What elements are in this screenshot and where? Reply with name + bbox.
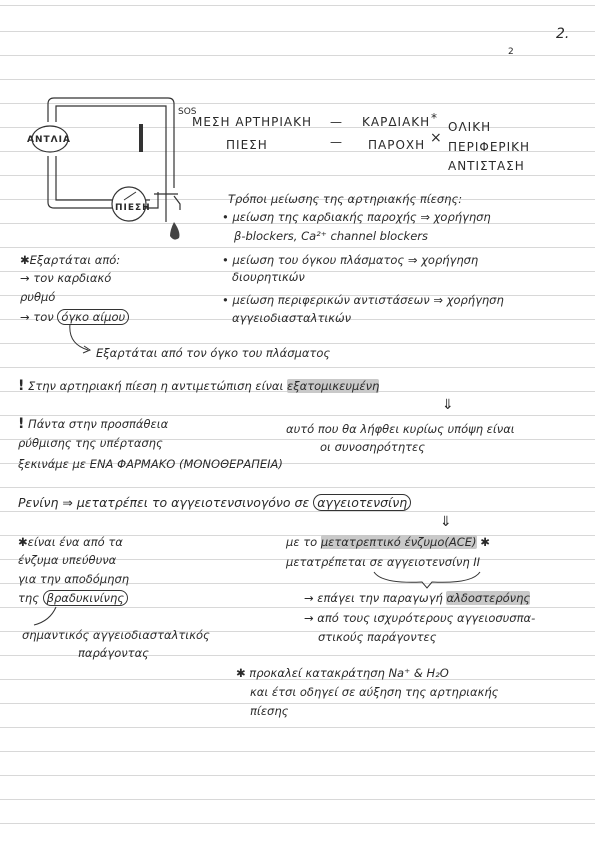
warning-2-line-1: Πάντα στην προσπάθεια: [28, 417, 169, 431]
drop-icon: [170, 222, 179, 240]
brace-icon: [372, 570, 482, 590]
formula-mid-line1: ΚΑΡΔΙΑΚΗ: [362, 115, 431, 129]
enzyme-note-line-3: για την αποδόμηση: [18, 572, 130, 586]
depends-heading: ✱Εξαρτάται από:: [20, 253, 121, 267]
warning-2-line-3: ξεκινάμε με ΕΝΑ ΦΑΡΜΑΚΟ (ΜΟΝΟΘΕΡΑΠΕΙΑ): [18, 457, 283, 471]
ace-highlight: μετατρεπτικό ένζυμο(ACE): [320, 535, 477, 549]
depends-item-1-cont: ρυθμό: [20, 290, 56, 304]
enzyme-note-line-4: [18, 592, 128, 605]
depends-item-1: → τον καρδιακό: [20, 271, 112, 285]
effect-vasoconstrictor-2: στικούς παράγοντες: [318, 630, 437, 644]
formula-times: ×: [430, 130, 443, 146]
comorbidity-line-1: αυτό που θα λήφθει κυρίως υπόψη είναι: [286, 422, 515, 436]
sos-mark: SOS: [178, 107, 197, 117]
retention-star: ✱: [236, 666, 246, 680]
warning-1-text: Στην αρτηριακή πίεση η αντιμετώπιση είναι: [28, 379, 284, 393]
bradykinin-circled: βραδυκινίνης: [43, 590, 128, 606]
methods-heading: Τρόποι μείωσης της αρτηριακής πίεσης:: [228, 192, 463, 206]
formula-equals-1: —: [330, 115, 343, 129]
pump-label: ΑΝΤΛΙΑ: [27, 135, 71, 145]
effect-1-prefix: → επάγει την παραγωγή: [304, 591, 443, 605]
methods-line-2: β-blockers, Ca²⁺ channel blockers: [234, 229, 428, 243]
warning-icon: !: [18, 378, 25, 394]
ace-line: [286, 536, 490, 549]
comorbidity-line-2: οι συνοσηρότητες: [320, 440, 425, 454]
ace-star: ✱: [480, 535, 490, 549]
warning-individualized: [18, 380, 379, 393]
methods-line-4: διουρητικών: [232, 270, 305, 284]
retention-text: προκαλεί κατακράτηση Na⁺ & H₂O: [249, 666, 449, 680]
formula-rhs-line3: ΑΝΤΙΣΤΑΣΗ: [448, 159, 525, 173]
renin-line: [18, 496, 411, 509]
circulation-diagram: [18, 92, 198, 242]
gauge-label: ΠΙΕΣΗ: [115, 203, 151, 213]
enzyme-note-line-2: ένζυμα υπεύθυνα: [18, 553, 117, 567]
down-arrow-2: ⇓: [440, 514, 452, 530]
curved-arrow-icon: [64, 324, 94, 358]
angiotensin-ii-line: μετατρέπεται σε αγγειοτενσίνη ΙΙ: [286, 555, 481, 569]
depends-item-2-prefix: → τον: [20, 310, 54, 324]
warning-icon: !: [18, 416, 25, 432]
curved-arrow-icon: [30, 605, 60, 629]
warning-monotherapy-line1: [18, 418, 168, 431]
formula-star: *: [431, 111, 438, 125]
methods-line-3: • μείωση του όγκου πλάσματος ⇒ χορήγηση: [222, 253, 479, 267]
blood-volume-circled: όγκο αίμου: [57, 309, 129, 325]
effect-vasoconstrictor-1: → από τους ισχυρότερους αγγειοσυσπα-: [304, 611, 536, 625]
enzyme-note-line-5: σημαντικός αγγειοδιασταλτικός: [22, 628, 210, 642]
retention-line-2: και έτσι οδηγεί σε αύξηση της αρτηριακής: [250, 685, 499, 699]
methods-line-1: • μείωση της καρδιακής παροχής ⇒ χορήγηση: [222, 210, 491, 224]
formula-rhs-line1: ΟΛΙΚΗ: [448, 120, 492, 134]
methods-line-6: αγγειοδιασταλτικών: [232, 311, 352, 325]
enzyme-note-prefix: της: [18, 591, 39, 605]
depends-item-2: [20, 311, 129, 324]
angiotensin-circled: αγγειοτενσίνη: [313, 494, 411, 511]
plasma-volume-note: Εξαρτάται από τον όγκο του πλάσματος: [96, 346, 331, 360]
formula-lhs-line1: ΜΕΣΗ ΑΡΤΗΡΙΑΚΗ: [192, 115, 313, 129]
formula-equals-2: —: [330, 135, 343, 149]
enzyme-note-line-6: παράγοντας: [78, 646, 149, 660]
ace-prefix: με το: [286, 535, 318, 549]
formula-rhs-line2: ΠΕΡΙΦΕΡΙΚΗ: [448, 140, 531, 154]
retention-line-1: [236, 667, 449, 680]
enzyme-note-line-1: ✱είναι ένα από τα: [18, 535, 123, 549]
effect-aldosterone: [304, 592, 530, 605]
renin-text: Ρενίνη ⇒ μετατρέπει το αγγειοτενσινογόνο σε: [18, 495, 310, 510]
down-arrow-1: ⇓: [442, 397, 454, 413]
retention-line-3: πίεσης: [250, 704, 289, 718]
small-page-number: 2: [508, 47, 514, 57]
formula-mid-line2: ΠΑΡΟΧΗ: [368, 138, 426, 152]
individualized-highlight: εξατομικευμένη: [287, 379, 380, 393]
page-number: 2.: [556, 26, 570, 42]
methods-line-5: • μείωση περιφερικών αντιστάσεων ⇒ χορήγηση: [222, 293, 504, 307]
formula-lhs-line2: ΠΙΕΣΗ: [226, 138, 268, 152]
warning-2-line-2: ρύθμισης της υπέρτασης: [18, 436, 163, 450]
aldosterone-highlight: αλδοστερόνης: [446, 591, 531, 605]
